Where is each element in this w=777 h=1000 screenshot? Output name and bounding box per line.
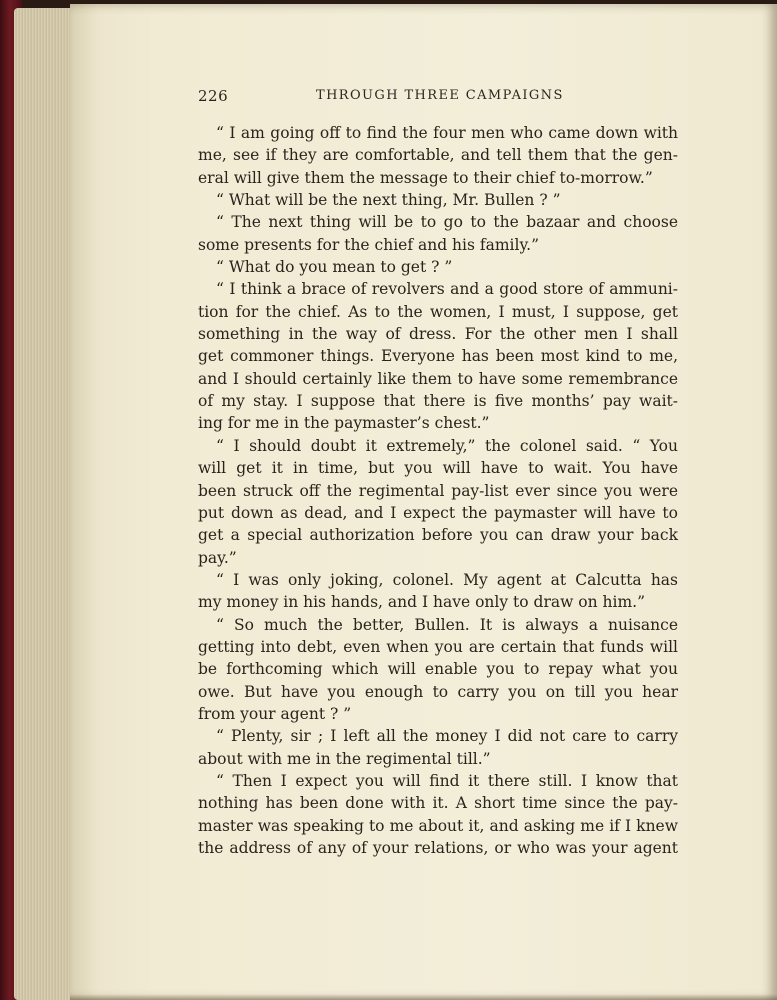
text-line: “ What will be the next thing, Mr. Bullen ? ” [216,191,561,210]
text-line: “ What do you mean to get ? ” [216,258,453,277]
text-line: tion for the chief. As to the women, I must, I suppose, get [198,302,678,321]
text-line: “ So much the better, Bullen. It is always a nuisance [216,615,678,634]
text-line: get a special authorization before you can draw your back [198,526,678,545]
text-line: “ I was only joking, colonel. My agent at Calcutta has [216,570,678,589]
text-line: some presents for the chief and his family.” [198,235,540,254]
text-line: nothing has been done with it. A short time since the pay- [198,794,678,813]
text-line: be forthcoming which will enable you to repay what you [198,660,678,679]
text-line: “ I should doubt it extremely,” the colonel said. “ You [216,436,678,455]
running-head: THROUGH THREE CAMPAIGNS [316,88,564,103]
text-line: been struck off the regimental pay-list ever since you were [198,481,678,500]
text-line: put down as dead, and I expect the paymaster will have to [198,503,678,522]
text-line: and I should certainly like them to have some remembrance [198,369,678,388]
text-line: owe. But have you enough to carry you on till you hear [198,682,678,701]
text-line: “ I am going off to find the four men who came down with [216,124,678,142]
page-number: 226 [198,87,229,105]
page-header [198,87,678,107]
text-line: me, see if they are comfortable, and tell them that the gen- [198,146,678,165]
body-text [198,122,678,859]
text-line: master was speaking to me about it, and asking me if I knew [198,816,678,835]
text-line: from your agent ? ” [198,704,352,723]
text-line: getting into debt, even when you are certain that funds will [198,637,678,656]
text-line: eral will give them the message to their chief to-morrow.” [198,168,653,187]
text-line: “ The next thing will be to go to the bazaar and choose [216,213,678,232]
text-line: of my stay. I suppose that there is five months’ pay wait- [198,392,678,411]
page-bottom-shadow [70,994,777,1000]
text-line: the address of any of your relations, or who was your agent [198,839,678,857]
text-line: will get it in time, but you will have to wait. You have [198,459,678,478]
text-line: “ Plenty, sir ; I left all the money I did not care to carry [216,727,678,746]
text-line: pay.” [198,548,237,567]
text-line: ing for me in the paymaster’s chest.” [198,414,490,433]
text-line: about with me in the regimental till.” [198,749,491,768]
text-line: my money in his hands, and I have only to draw on him.” [198,593,646,612]
text-line: get commoner things. Everyone has been most kind to me, [198,347,678,366]
text-line: “ I think a brace of revolvers and a good store of ammuni- [216,280,678,299]
text-line: something in the way of dress. For the other men I shall [198,325,678,344]
text-line: “ Then I expect you will find it there still. I know that [216,771,678,790]
